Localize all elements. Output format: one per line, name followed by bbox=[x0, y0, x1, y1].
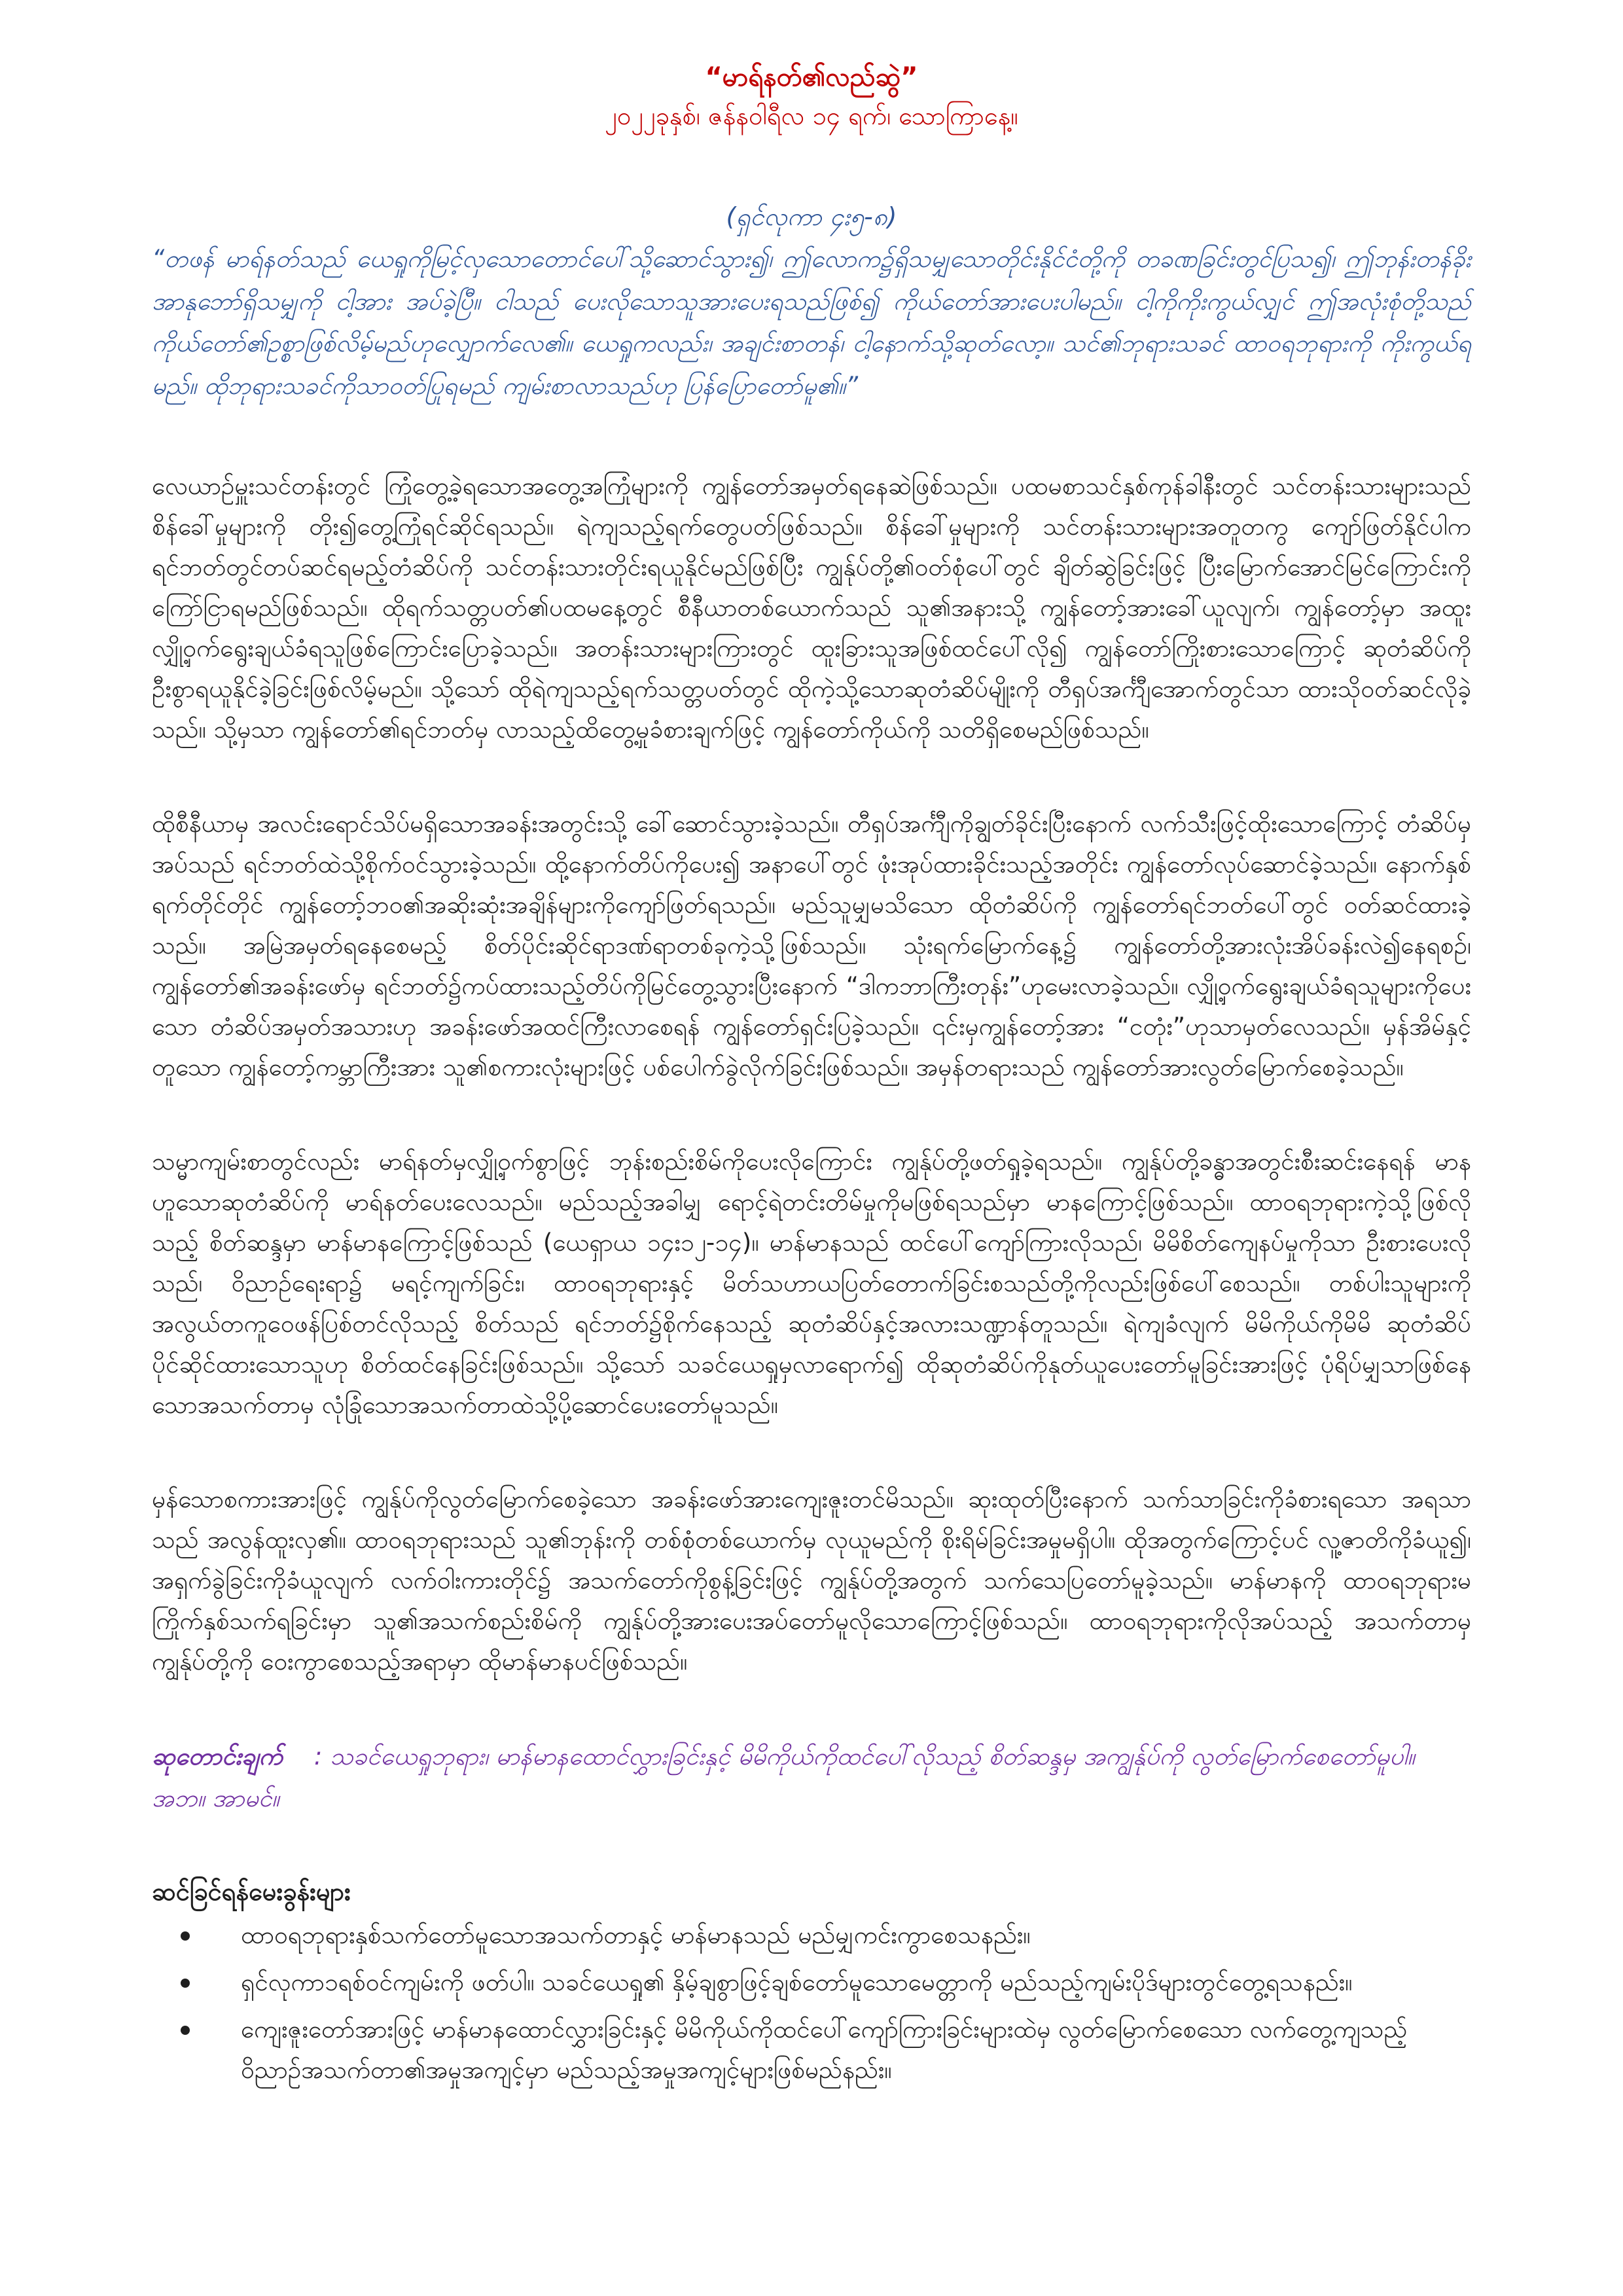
question-text: ကျေးဇူးတော်အားဖြင့် မာန်မာနထောင်လွှားခြင်းနှင့် မိမိကိုယ်ကိုထင်ပေါ်ကျော်ကြားခြင်းများထဲမှ လွတ်မြောက်စေသော လက်တွေ့ကျသည့် ဝိညာဉ်အသက်တာ၏အမှုအကျင့်မှာ မည်သည့်အမှုအကျင့်များဖြစ်မည်နည်း။ bbox=[241, 2015, 1408, 2085]
questions-heading: ဆင်ခြင်ရန်မေးခွန်းများ bbox=[152, 1877, 351, 1907]
scripture-quote: “တဖန် မာရ်နတ်သည် ယေရှုကိုမြင့်လှသောတောင်ပေါ်သို့ဆောင်သွား၍၊ ဤလောက၌ရှိသမျှသောတိုင်းနိုင်ငံတို့ကို တခဏခြင်းတွင်ပြသ၍၊ ဤဘုန်းတန်ခိုးအာနုဘော်ရှိသမျှကို ငါ့အား အပ်ခဲ့ပြီ။ ငါသည် ပေးလိုသောသူအားပေးရသည်ဖြစ်၍ ကိုယ်တော်အားပေးပါမည်။ ငါ့ကိုကိုးကွယ်လျှင် ဤအလုံးစုံတို့သည် ကိုယ်တော်၏ဥစ္စာဖြစ်လိမ့်မည်ဟုလျှောက်လေ၏။ ယေရှုကလည်း၊ အချင်းစာတန်၊ ငါ့နောက်သို့ဆုတ်လော့။ သင်၏ဘုရားသခင် ထာဝရဘုရားကို ကိုးကွယ်ရမည်။ ထိုဘုရားသခင်ကိုသာဝတ်ပြုရမည် ကျမ်းစာလာသည်ဟု ပြန်ပြောတော်မူ၏။” bbox=[152, 245, 1471, 400]
question-text: ထာဝရဘုရားနှစ်သက်တော်မူသောအသက်တာနှင့် မာန်မာနသည် မည်မျှကင်းကွာစေသနည်း။ bbox=[241, 1921, 1031, 1950]
body-paragraph: မှန်သောစကားအားဖြင့် ကျွန်ုပ်ကိုလွတ်မြောက်စေခဲ့သော အခန်းဖော်အားကျေးဇူးတင်မိသည်။ ဆုးထုတ်ပြီးနောက် သက်သာခြင်းကိုခံစားရသော အရသာသည် အလွန်ထူးလှ၏။ ထာဝရဘုရားသည် သူ၏ဘုန်းကို တစ်စုံတစ်ယောက်မှ လုယူမည်ကို စိုးရိမ်ခြင်းအမှုမရှိပါ။ ထိုအတွက်ကြောင့်ပင် လူ့ဇာတိကိုခံယူ၍၊ အရှက်ခွဲခြင်းကိုခံယူလျက် လက်ဝါးကားတိုင်၌ အသက်တော်ကိုစွန့်ခြင်းဖြင့် ကျွန်ုပ်တို့အတွက် သက်သေပြတော်မူခဲ့သည်။ မာန်မာနကို ထာဝရဘုရားမကြိုက်နှစ်သက်ရခြင်းမှာ သူ၏အသက်စည်းစိမ်ကို ကျွန်ုပ်တို့အားပေးအပ်တော်မူလိုသောကြောင့်ဖြစ်သည်။ ထာဝရဘုရားကိုလိုအပ်သည့် အသက်တာမှ ကျွန်ုပ်တို့ကို ဝေးကွာစေသည့်အရာမှာ ထိုမာန်မာနပင်ဖြစ်သည်။ bbox=[152, 1485, 1471, 1676]
date-line: ၂၀၂၂ခုနှစ်၊ ဇန်နဝါရီလ ၁၄ ရက်၊ သောကြာနေ့။ bbox=[605, 101, 1018, 130]
prayer-label: ဆုတောင်းချက် bbox=[152, 1742, 283, 1771]
scripture-reference: (ရှင်လုကာ ၄း၅-၈) bbox=[726, 202, 897, 231]
bullet-icon bbox=[181, 2026, 190, 2035]
question-item bbox=[152, 1962, 1471, 2003]
bullet-icon bbox=[181, 1931, 190, 1941]
body-paragraph: သမ္မာကျမ်းစာတွင်လည်း မာရ်နတ်မှလျှို့ဝှက်စွာဖြင့် ဘုန်းစည်းစိမ်ကိုပေးလိုကြောင်း ကျွန်ုပ်တို့ဖတ်ရှုခဲ့ရသည်။ ကျွန်ုပ်တို့ခန္ဓာအတွင်းစီးဆင်းနေရန် မာနဟူသောဆုတံဆိပ်ကို မာရ်နတ်ပေးလေသည်။ မည်သည့်အခါမျှ ရောင့်ရဲတင်းတိမ်မှုကိုမဖြစ်ရသည်မှာ မာနကြောင့်ဖြစ်သည်။ ထာဝရဘုရားကဲ့သို့ဖြစ်လိုသည့် စိတ်ဆန္ဒမှာ မာန်မာနကြောင့်ဖြစ်သည် (ယေရှာယ ၁၄း၁၂-၁၄)။ မာန်မာနသည် ထင်ပေါ်ကျော်ကြားလိုသည်၊ မိမိစိတ်ကျေနပ်မှုကိုသာ ဦးစားပေးလိုသည်၊ ဝိညာဉ်ရေးရာ၌ မရင့်ကျက်ခြင်း၊ ထာဝရဘုရားနှင့် မိတ်သဟာယပြတ်တောက်ခြင်းစသည်တို့ကိုလည်းဖြစ်ပေါ်စေသည်။ တစ်ပါးသူများကို အလွယ်တကူဝေဖန်ပြစ်တင်လိုသည့် စိတ်သည် ရင်ဘတ်၌စိုက်နေသည့် ဆုတံဆိပ်နှင့်အလားသဏ္ဍာန်တူသည်။ ရဲကျခံလျက် မိမိကိုယ်ကိုမိမိ ဆုတံဆိပ်ပိုင်ဆိုင်ထားသောသူဟု စိတ်ထင်နေခြင်းဖြစ်သည်။ သို့သော် သခင်ယေရှုမှလာရောက်၍ ထိုဆုတံဆိပ်ကိုနုတ်ယူပေးတော်မူခြင်းအားဖြင့် ပုံရိပ်မျှသာဖြစ်နေသောအသက်တာမှ လုံခြုံသောအသက်တာထဲသို့ပို့ဆောင်ပေးတော်မူသည်။ bbox=[152, 1147, 1471, 1420]
question-item bbox=[152, 1915, 1471, 1956]
question-text: ရှင်လုကာ၁ရစ်ဝင်ကျမ်းကို ဖတ်ပါ။ သခင်ယေရှု၏ နှိမ့်ချစွာဖြင့်ချစ်တော်မူသောမေတ္တာကို မည်သည့်ကျမ်းပိုဒ်များတွင်တွေ့ရသနည်း။ bbox=[241, 1968, 1353, 1997]
question-item bbox=[152, 2009, 1471, 2090]
prayer bbox=[152, 1736, 1471, 1820]
page-title: “မာရ်နတ်၏လည်ဆွဲ” bbox=[705, 62, 918, 92]
body-paragraph: ထိုစီနီယာမှ အလင်းရောင်သိပ်မရှိသောအခန်းအတွင်းသို့ ခေါ်ဆောင်သွားခဲ့သည်။ တီရှပ်အင်္ကျီကိုချွတ်ခိုင်းပြီးနောက် လက်သီးဖြင့်ထိုးသောကြောင့် တံဆိပ်မှ အပ်သည် ရင်ဘတ်ထဲသို့စိုက်ဝင်သွားခဲ့သည်။ ထို့နောက်တိပ်ကိုပေး၍ အနာပေါ်တွင် ဖုံးအုပ်ထားခိုင်းသည့်အတိုင်း ကျွန်တော်လုပ်ဆောင်ခဲ့သည်။ နောက်နှစ်ရက်တိုင်တိုင် ကျွန်တော့်ဘဝ၏အဆိုးဆုံးအချိန်များကိုကျော်ဖြတ်ရသည်။ မည်သူမျှမသိသော ထိုတံဆိပ်ကို ကျွန်တော်ရင်ဘတ်ပေါ်တွင် ဝတ်ဆင်ထားခဲ့သည်။ အမြဲအမှတ်ရနေစေမည့် စိတ်ပိုင်းဆိုင်ရာဒဏ်ရာတစ်ခုကဲ့သို့ဖြစ်သည်။ သုံးရက်မြောက်နေ့၌ ကျွန်တော်တို့အားလုံးအိပ်ခန်းလဲ၍နေရစဉ်၊ ကျွန်တော်၏အခန်းဖော်မှ ရင်ဘတ်၌ကပ်ထားသည့်တိပ်ကိုမြင်တွေ့သွားပြီးနောက် “ဒါကဘာကြီးတုန်း”ဟုမေးလာခဲ့သည်။ လျှို့ဝှက်ရွေးချယ်ခံရသူများကိုပေးသော တံဆိပ်အမှတ်အသားဟု အခန်းဖော်အထင်ကြီးလာစေရန် ကျွန်တော်ရှင်းပြခဲ့သည်။ ၎င်းမှကျွန်တော့်အား “ငတုံး”ဟုသာမှတ်လေသည်။ မှန်အိမ်နှင့်တူသော ကျွန်တော့်ကမ္ဘာကြီးအား သူ၏စကားလုံးများဖြင့် ပစ်ပေါက်ခွဲလိုက်ခြင်းဖြစ်သည်။ အမှန်တရားသည် ကျွန်တော်အားလွတ်မြောက်စေခဲ့သည်။ bbox=[152, 810, 1471, 1082]
questions-list bbox=[152, 1915, 1471, 2090]
body-paragraph: လေယာဉ်မှူးသင်တန်းတွင် ကြုံတွေ့ခဲ့ရသောအတွေ့အကြုံများကို ကျွန်တော်အမှတ်ရနေဆဲဖြစ်သည်။ ပထမစာသင်နှစ်ကုန်ခါနီးတွင် သင်တန်းသားများသည် စိန်ခေါ်မှုများကို တိုး၍တွေ့ကြုံရင်ဆိုင်ရသည်။ ရဲကျသည့်ရက်တွေပတ်ဖြစ်သည်။ စိန်ခေါ်မှုများကို သင်တန်းသားများအတူတကွ ကျော်ဖြတ်နိုင်ပါက ရင်ဘတ်တွင်တပ်ဆင်ရမည့်တံဆိပ်ကို သင်တန်းသားတိုင်းရယူနိုင်မည်ဖြစ်ပြီး ကျွန်ုပ်တို့၏ဝတ်စုံပေါ်တွင် ချိတ်ဆွဲခြင်းဖြင့် ပြီးမြောက်အောင်မြင်ကြောင်းကို ကြော်ငြာရမည်ဖြစ်သည်။ ထိုရက်သတ္တပတ်၏ပထမနေ့တွင် စီနီယာတစ်ယောက်သည် သူ၏အနားသို့ ကျွန်တော့်အားခေါ်ယူလျက်၊ ကျွန်တော့်မှာ အထူးလျှို့ဝှက်ရွေးချယ်ခံရသူဖြစ်ကြောင်းပြောခဲ့သည်။ အတန်းသားများကြားတွင် ထူးခြားသူအဖြစ်ထင်ပေါ်လို၍ ကျွန်တော်ကြိုးစားသောကြောင့် ဆုတံဆိပ်ကို ဦးစွာရယူနိုင်ခဲ့ခြင်းဖြစ်လိမ့်မည်။ သို့သော် ထိုရဲကျသည့်ရက်သတ္တပတ်တွင် ထိုကဲ့သို့သောဆုတံဆိပ်မျိုးကို တီရှပ်အင်္ကျီအောက်တွင်သာ ထားသိုဝတ်ဆင်လိုခဲ့သည်။ သို့မှသာ ကျွန်တော်၏ရင်ဘတ်မှ လာသည့်ထိတွေ့မှုခံစားချက်ဖြင့် ကျွန်တော်ကိုယ်ကို သတိရှိစေမည်ဖြစ်သည်။ bbox=[152, 472, 1471, 744]
bullet-icon bbox=[181, 1979, 190, 1988]
prayer-text: : သခင်ယေရှုဘုရား၊ မာန်မာနထောင်လွှားခြင်းနှင့် မိမိကိုယ်ကိုထင်ပေါ်လိုသည့် စိတ်ဆန္ဒမှ အကျွန်ုပ်ကို လွတ်မြောက်စေတော်မူပါ။ အဘ။ အာမင်။ bbox=[152, 1742, 1415, 1813]
